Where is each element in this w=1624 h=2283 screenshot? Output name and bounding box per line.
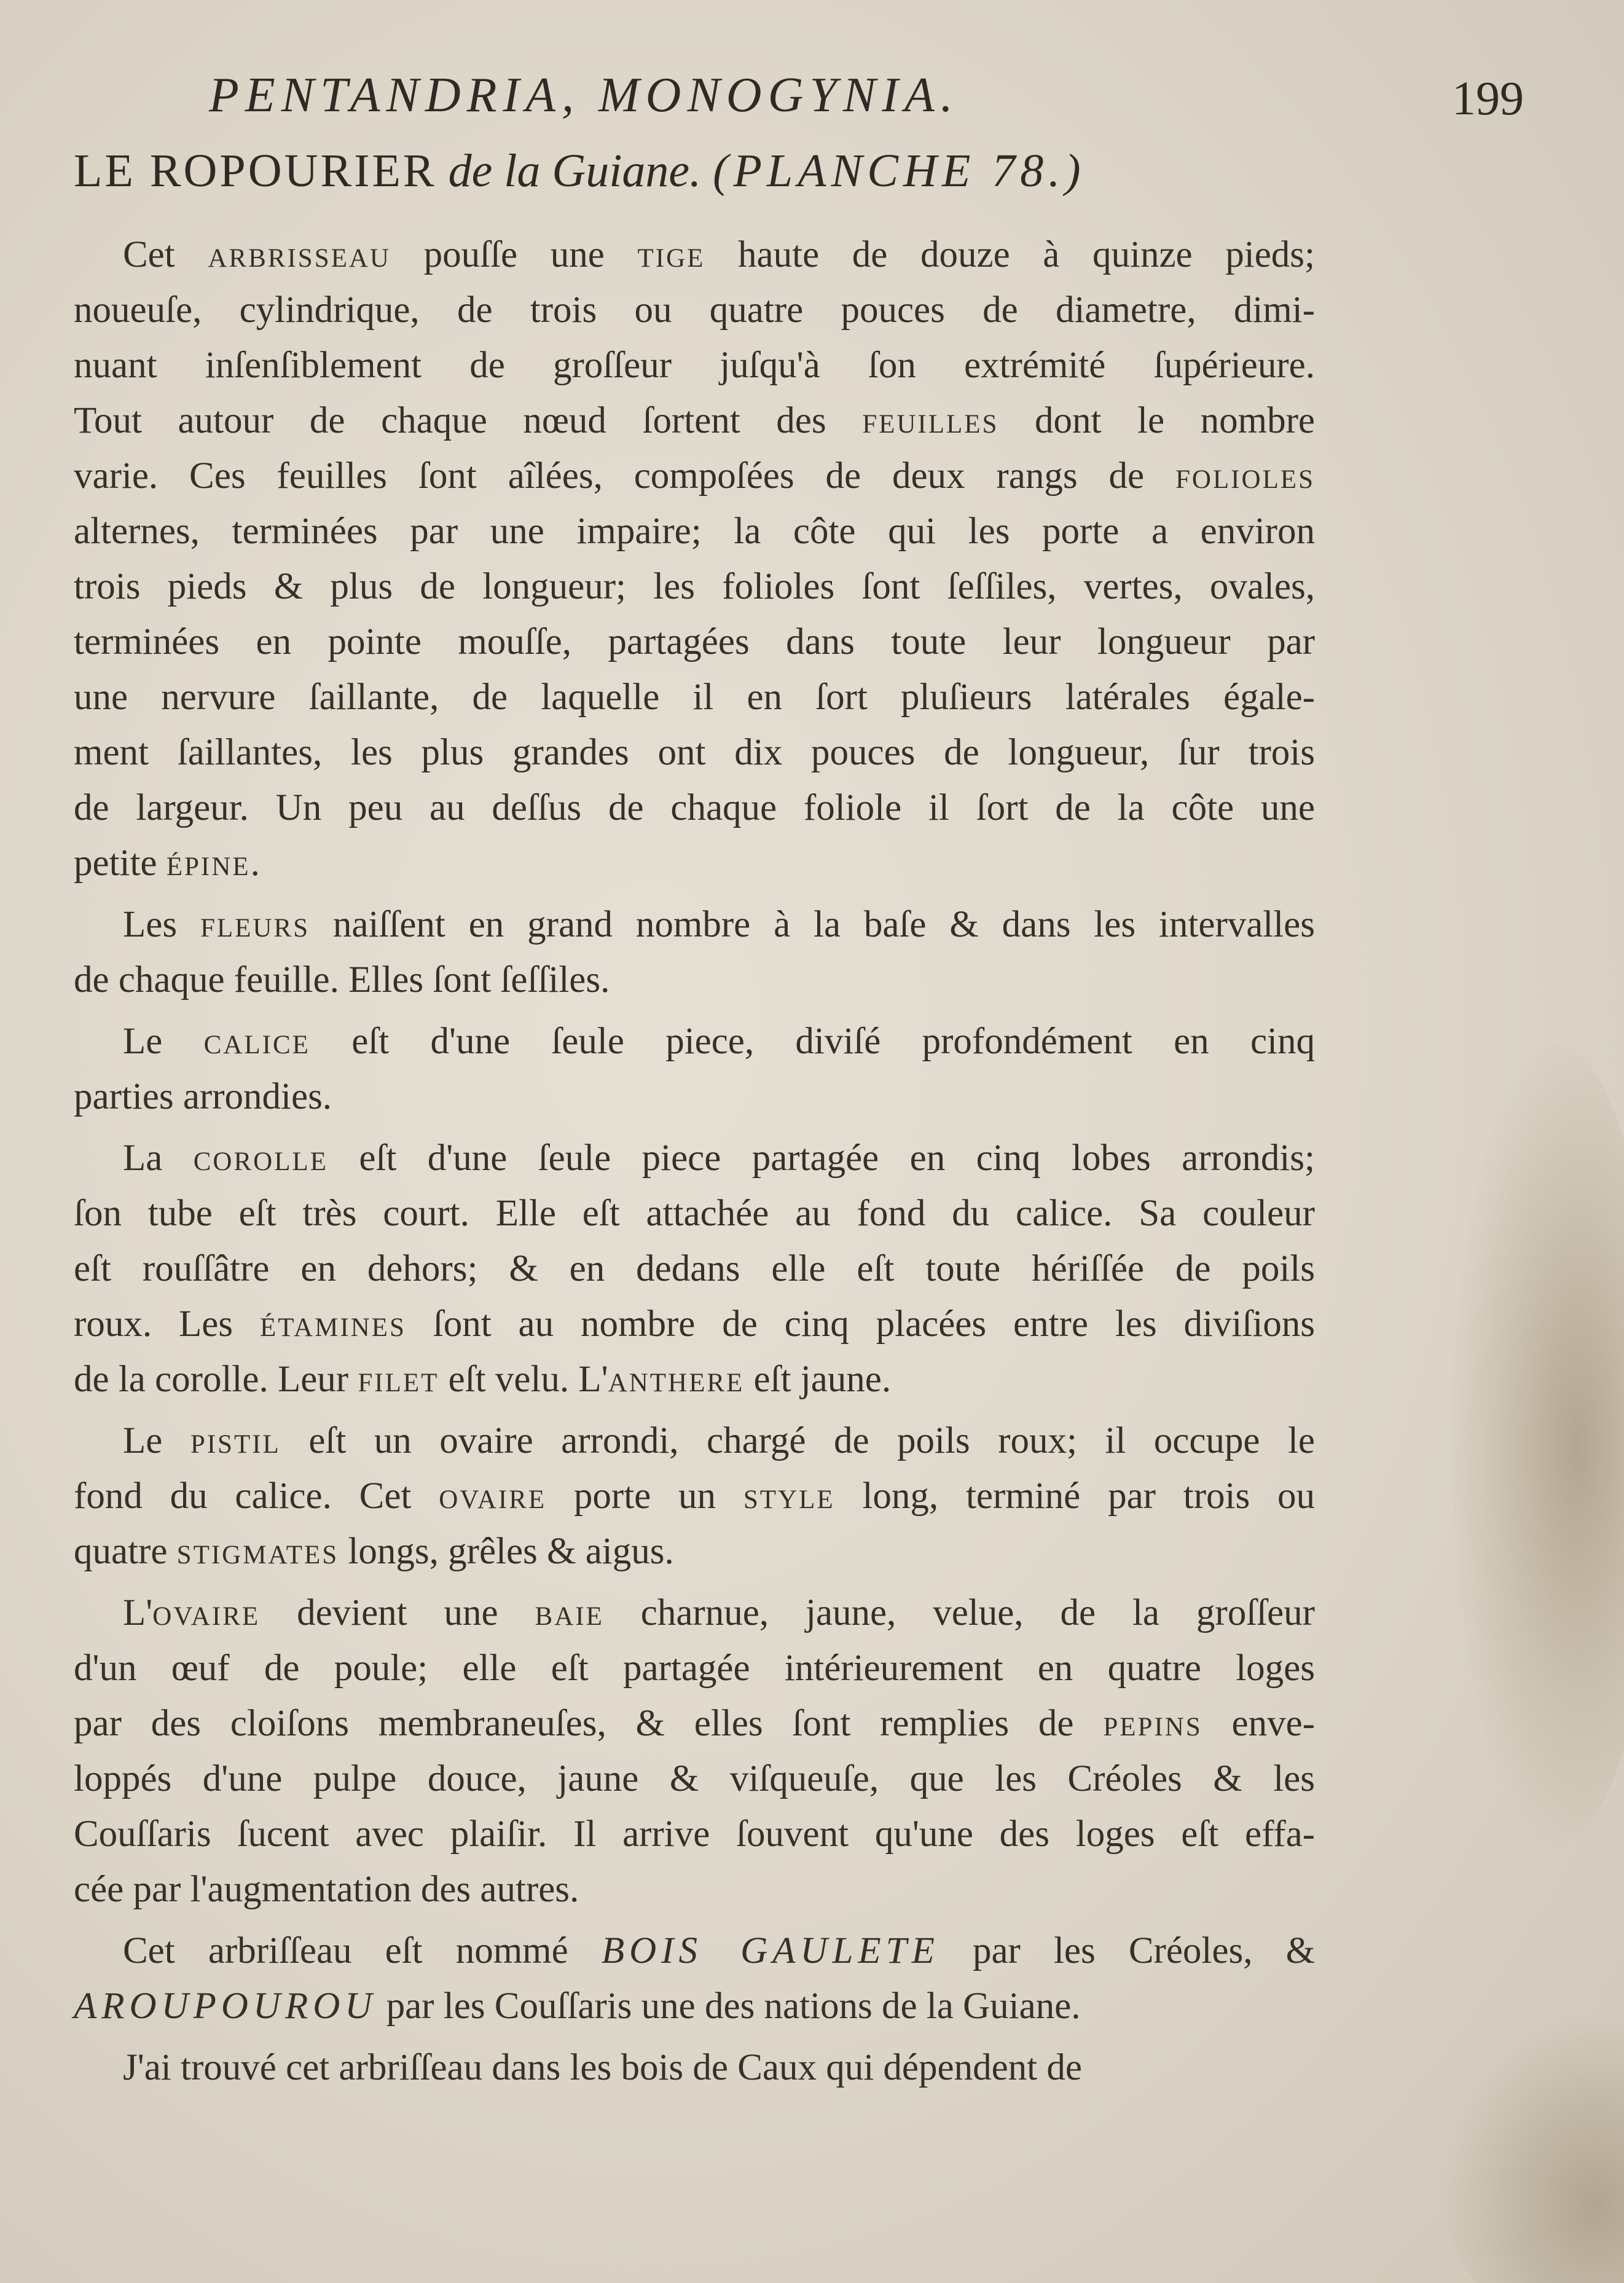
text-run: cée par l'augmentation des autres.: [74, 1869, 579, 1910]
text-run: par les Créoles, &: [939, 1930, 1316, 1971]
text-run: Cet arbriſſeau eſt nommé: [123, 1930, 602, 1971]
text-line: [74, 897, 1315, 953]
text-line: [74, 1641, 1315, 1696]
text-run: terminées en pointe mouſſe, partagées dans toute leur longueur par: [74, 621, 1315, 662]
section-heading: [74, 144, 1548, 198]
body-text: [74, 227, 1315, 2096]
text-line: [74, 393, 1315, 449]
text-line: [74, 1413, 1315, 1469]
vernacular-name: BOIS GAULETE: [601, 1930, 939, 1971]
text-run: ſont au nombre de cinq placées entre les diviſions: [406, 1303, 1316, 1345]
text-run: porte un: [546, 1476, 743, 1517]
small-caps-term: anthere: [608, 1359, 745, 1400]
text-run: L': [123, 1592, 153, 1633]
page-number: 199: [1452, 71, 1524, 125]
text-run: de la corolle. Leur: [74, 1359, 358, 1400]
water-stain: [1452, 1045, 1624, 1844]
text-line: [74, 1297, 1315, 1352]
small-caps-term: fleurs: [200, 904, 310, 945]
text-run: par les Couſſaris une des nations de la Guiane.: [377, 1986, 1081, 2027]
text-line: [74, 227, 1315, 283]
text-run: ment ſaillantes, les plus grandes ont dix pouces de longueur, ſur trois: [74, 732, 1315, 773]
text-run: enve-: [1202, 1703, 1315, 1744]
text-line: [74, 1186, 1315, 1241]
text-line: [74, 670, 1315, 725]
small-caps-term: feuilles: [862, 400, 999, 441]
text-run: eſt jaune.: [744, 1359, 892, 1400]
text-run: charnue, jaune, velue, de la groſſeur: [603, 1592, 1315, 1633]
text-run: devient une: [260, 1592, 535, 1633]
text-run: eſt rouſſâtre en dehors; & en dedans elle eſt toute hériſſée de poils: [74, 1248, 1315, 1289]
text-line: [74, 615, 1315, 670]
text-run: long, terminé par trois ou: [834, 1476, 1316, 1517]
water-stain-corner: [1440, 2013, 1624, 2283]
text-line: [74, 1241, 1315, 1297]
text-run: J'ai trouvé cet arbriſſeau dans les bois de Caux qui dépendent de: [123, 2047, 1082, 2088]
text-run: petite: [74, 843, 167, 884]
text-run: Les: [123, 904, 200, 945]
text-line: [74, 1807, 1315, 1862]
text-run: noueuſe, cylindrique, de trois ou quatre pouces de diametre, dimi-: [74, 289, 1315, 331]
text-run: d'un œuf de poule; elle eſt partagée intérieurement en quatre loges: [74, 1648, 1315, 1689]
small-caps-term: arbrisseau: [208, 234, 391, 275]
text-line: [74, 1352, 1315, 1407]
small-caps-term: ovaire: [152, 1592, 261, 1633]
plate-reference: (PLANCHE 78.): [713, 145, 1086, 197]
text-run: Tout autour de chaque nœud ſortent des: [74, 400, 863, 441]
text-line: [74, 1469, 1315, 1524]
text-run: La: [123, 1138, 194, 1179]
small-caps-term: calice: [203, 1021, 310, 1062]
text-run: Le: [123, 1420, 190, 1461]
text-line: [74, 1696, 1315, 1751]
text-run: Le: [123, 1021, 204, 1062]
running-head: [209, 68, 1548, 129]
small-caps-term: filet: [358, 1359, 439, 1400]
small-caps-term: corolle: [193, 1138, 329, 1179]
text-line: [74, 953, 1315, 1008]
text-line: [74, 1069, 1315, 1125]
text-run: dont le nombre: [998, 400, 1315, 441]
plant-place: de la Guiane.: [448, 145, 702, 197]
text-run: pouſſe une: [390, 234, 638, 275]
small-caps-term: étamines: [259, 1303, 406, 1345]
small-caps-term: folioles: [1175, 455, 1315, 497]
text-run: quatre: [74, 1531, 177, 1572]
small-caps-term: épine: [166, 843, 251, 884]
small-caps-term: style: [743, 1476, 835, 1517]
text-line: [74, 1979, 1315, 2034]
text-run: de chaque feuille. Elles ſont ſeſſiles.: [74, 959, 610, 1000]
text-run: ſon tube eſt très court. Elle eſt attachée au fond du calice. Sa couleur: [74, 1193, 1315, 1234]
text-line: [74, 1524, 1315, 1579]
text-line: [74, 836, 1315, 891]
text-run: eſt velu. L': [439, 1359, 608, 1400]
text-line: [74, 449, 1315, 504]
text-line: [74, 1586, 1315, 1641]
small-caps-term: ovaire: [439, 1476, 547, 1517]
text-run: eſt d'une ſeule piece, diviſé profondément en cinq: [310, 1021, 1315, 1062]
text-run: Cet: [123, 234, 208, 275]
text-run: de largeur. Un peu au deſſus de chaque foliole il ſort de la côte une: [74, 787, 1315, 828]
text-run: nuant inſenſiblement de groſſeur juſqu'à ſon extrémité ſupérieure.: [74, 345, 1315, 386]
plant-name: LE ROPOURIER: [74, 145, 437, 197]
text-run: naiſſent en grand nombre à la baſe & dans les intervalles: [310, 904, 1315, 945]
vernacular-name: AROUPOUROU: [74, 1986, 377, 2027]
small-caps-term: tige: [637, 234, 705, 275]
small-caps-term: baie: [535, 1592, 604, 1633]
text-run: par des cloiſons membraneuſes, & elles ſont remplies de: [74, 1703, 1104, 1744]
text-line: [74, 504, 1315, 559]
text-line: [74, 1923, 1315, 1979]
text-run: .: [250, 843, 260, 884]
text-line: [74, 780, 1315, 836]
text-line: [74, 725, 1315, 780]
text-run: roux. Les: [74, 1303, 260, 1345]
text-run: eſt d'une ſeule piece partagée en cinq lobes arrondis;: [328, 1138, 1315, 1179]
text-run: une nervure ſaillante, de laquelle il en ſort pluſieurs latérales égale-: [74, 677, 1315, 718]
text-run: haute de douze à quinze pieds;: [705, 234, 1315, 275]
text-line: [74, 283, 1315, 338]
small-caps-term: pistil: [190, 1420, 281, 1461]
text-line: [74, 1751, 1315, 1807]
text-line: [74, 338, 1315, 393]
text-run: Couſſaris ſucent avec plaiſir. Il arrive ſouvent qu'une des loges eſt effa-: [74, 1813, 1315, 1855]
text-line: [74, 1862, 1315, 1917]
text-line: [74, 559, 1315, 615]
text-run: loppés d'une pulpe douce, jaune & viſqueuſe, que les Créoles & les: [74, 1758, 1315, 1799]
text-run: trois pieds & plus de longueur; les folioles ſont ſeſſiles, vertes, ovales,: [74, 566, 1315, 607]
small-caps-term: pepins: [1103, 1703, 1202, 1744]
text-line: [74, 2040, 1315, 2096]
text-run: varie. Ces feuilles ſont aîlées, compoſées de deux rangs de: [74, 455, 1175, 497]
text-run: fond du calice. Cet: [74, 1476, 439, 1517]
text-run: eſt un ovaire arrondi, chargé de poils roux; il occupe le: [280, 1420, 1315, 1461]
text-line: [74, 1014, 1315, 1069]
text-run: alternes, terminées par une impaire; la côte qui les porte a environ: [74, 511, 1315, 552]
small-caps-term: stigmates: [176, 1531, 339, 1572]
text-line: [74, 1131, 1315, 1186]
text-run: longs, grêles & aigus.: [339, 1531, 674, 1572]
text-run: parties arrondies.: [74, 1076, 332, 1117]
running-head-title: PENTANDRIA, MONOGYNIA.: [209, 68, 959, 122]
